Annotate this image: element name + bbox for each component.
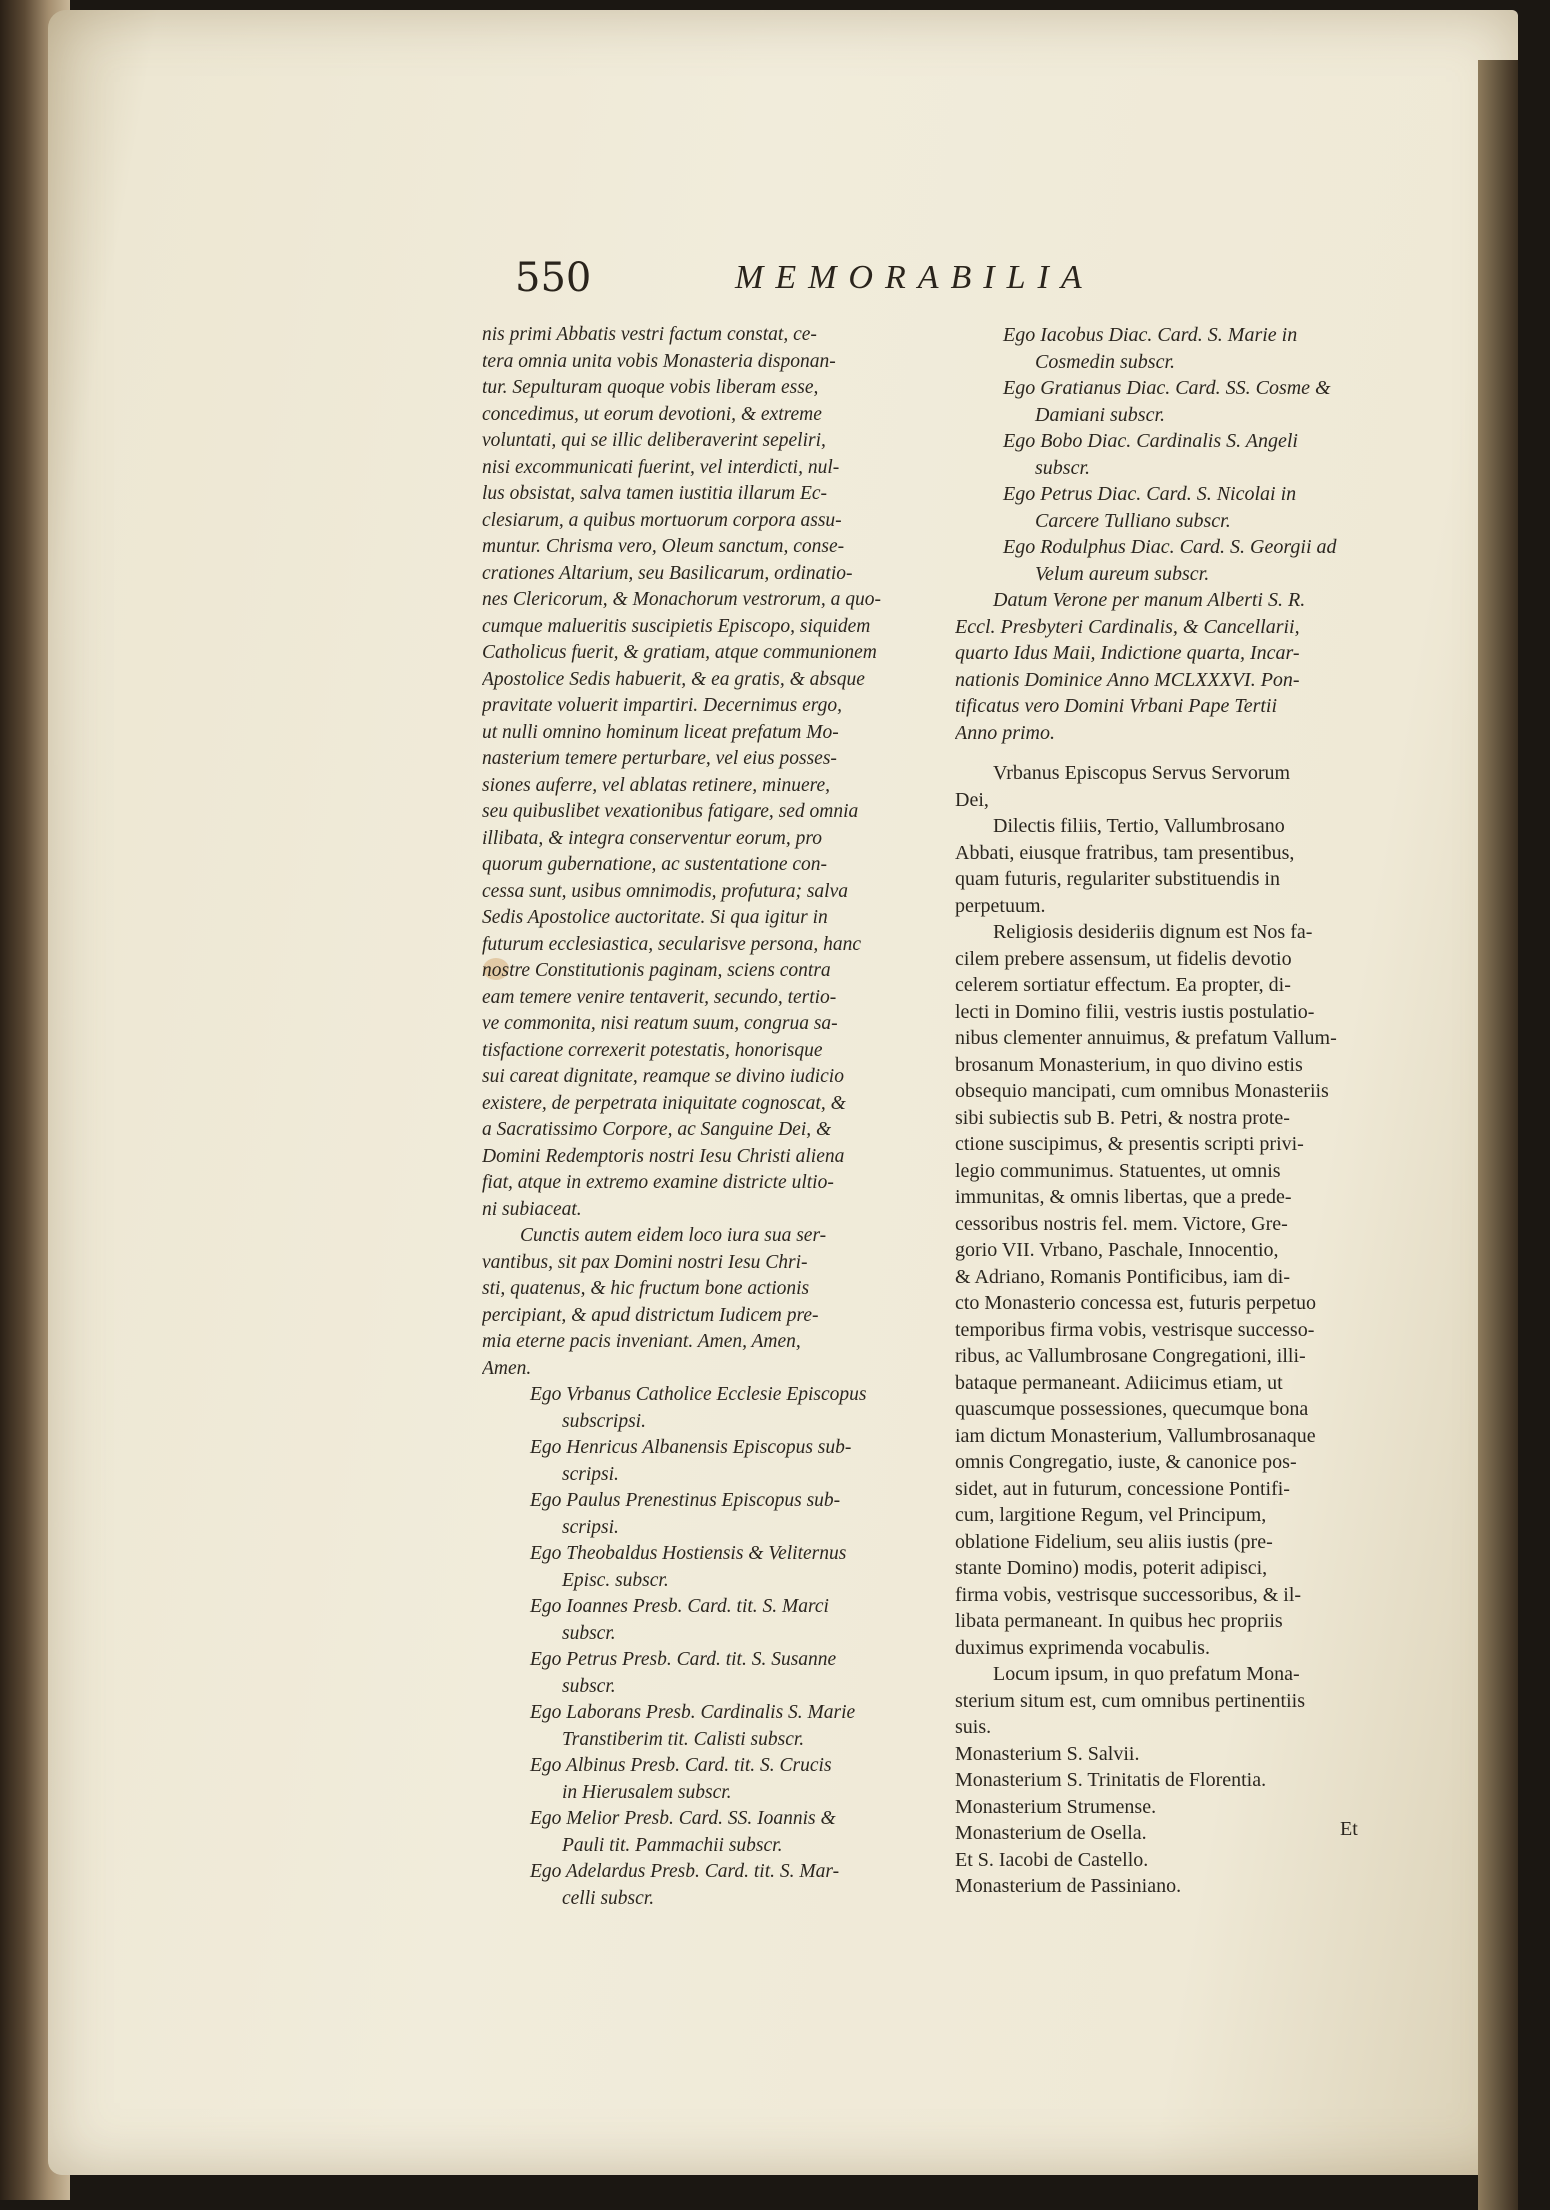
body-line: duximus exprimenda vocabulis. (955, 1636, 1210, 1659)
body-line: cum, largitione Regum, vel Principum, (955, 1504, 1267, 1526)
subscription-line: Episc. subscr. (562, 1569, 669, 1591)
subscription-line: in Hierusalem subscr. (562, 1781, 732, 1803)
right-subscriptions (955, 322, 1395, 746)
subscription-line: subscripsi. (562, 1410, 646, 1432)
datum-line: nationis Dominice Anno MCLXXXVI. Pon- (955, 668, 1300, 691)
text-line: mia eterne pacis inveniant. Amen, Amen, (482, 1331, 801, 1352)
subscription-line: Ego Laborans Presb. Cardinalis S. Marie (530, 1702, 856, 1723)
body-line: quam futuris, regulariter substituendis in (955, 868, 1280, 890)
text-line: percipiant, & apud districtum Iudicem pre- (482, 1304, 819, 1326)
subscription-line: Cosmedin subscr. (1035, 350, 1176, 373)
subscription-line: Ego Ioannes Presb. Card. tit. S. Marci (530, 1596, 829, 1617)
body-line: Religiosis desideriis dignum est Nos fa- (993, 921, 1313, 943)
left-column (482, 322, 922, 1912)
subscription-line: Ego Petrus Diac. Card. S. Nicolai in (1003, 483, 1297, 505)
text-line: nostre Constitutionis paginam, sciens contra (482, 960, 831, 981)
body-line: cessoribus nostris fel. mem. Victore, Gre- (955, 1212, 1288, 1235)
body-line: bataque permaneant. Adiicimus etiam, ut (955, 1371, 1283, 1394)
body-line: obsequio mancipati, cum omnibus Monasteriis (955, 1080, 1329, 1102)
subscription-line: scripsi. (562, 1516, 619, 1538)
list-item: Monasterium S. Salvii. (955, 1742, 1140, 1765)
body-line: perpetuum. (955, 894, 1046, 917)
subscription-line: subscr. (1035, 456, 1091, 479)
subscription-line: Carcere Tulliano subscr. (1035, 509, 1231, 532)
text-line: Amen. (482, 1357, 532, 1379)
subscription-line: Ego Rodulphus Diac. Card. S. Georgii ad (1003, 536, 1337, 558)
body-line: omnis Congregatio, iuste, & canonice pos- (955, 1451, 1297, 1473)
text-line: cessa sunt, usibus omnimodis, profutura; salva (482, 880, 848, 902)
text-line: siones auferre, vel ablatas retinere, minuere, (482, 774, 831, 796)
subscription-line: celli subscr. (562, 1887, 655, 1909)
body-line: suis. (955, 1716, 992, 1738)
list-item: Monasterium Strumense. (955, 1795, 1157, 1818)
text-line: lus obsistat, salva tamen iustitia illarum Ec- (482, 483, 828, 504)
text-line: a Sacratissimo Corpore, ac Sanguine Dei, & (482, 1119, 832, 1140)
text-line: ut nulli omnino hominum liceat prefatum Mo- (482, 721, 839, 743)
body-line: ctione suscipimus, & presentis scripti privi- (955, 1133, 1304, 1155)
datum-line: quarto Idus Maii, Indictione quarta, Incar- (955, 642, 1300, 664)
body-line: Vrbanus Episcopus Servus Servorum (993, 762, 1291, 784)
text-line: Sedis Apostolice auctoritate. Si qua igitur in (482, 907, 828, 928)
body-line: sterium situm est, cum omnibus pertinentiis (955, 1689, 1305, 1712)
body-line: lecti in Domino filii, vestris iustis postulatio- (955, 1000, 1315, 1023)
text-line: vantibus, sit pax Domini nostri Iesu Chri- (482, 1251, 808, 1273)
subscription-line: Ego Henricus Albanensis Episcopus sub- (530, 1437, 852, 1458)
subscription-line: Ego Vrbanus Catholice Ecclesie Episcopus (530, 1384, 867, 1405)
text-line: futurum ecclesiastica, secularisve persona, hanc (482, 933, 862, 955)
body-line: oblatione Fidelium, seu aliis iustis (pre- (955, 1530, 1273, 1553)
subscription-line: Damiani subscr. (1035, 403, 1166, 426)
body-line: gorio VII. Vrbano, Paschale, Innocentio, (955, 1239, 1279, 1261)
body-line: iam dictum Monasterium, Vallumbrosanaque (955, 1424, 1316, 1447)
text-line: eam temere venire tentaverit, secundo, tertio- (482, 986, 837, 1008)
subscription-line: Ego Gratianus Diac. Card. SS. Cosme & (1003, 377, 1331, 399)
text-line: pravitate voluerit impartiri. Decernimus ergo, (482, 695, 842, 716)
page-header (515, 255, 1140, 315)
subscription-line: scripsi. (562, 1463, 619, 1485)
body-line: Abbati, eiusque fratribus, tam presentibus, (955, 841, 1295, 864)
page-number: 550 (515, 255, 592, 301)
text-line: Domini Redemptoris nostri Iesu Christi aliena (482, 1145, 845, 1167)
subscription-line: Velum aureum subscr. (1035, 562, 1210, 585)
body-line: stante Domino) modis, poterit adipisci, (955, 1557, 1268, 1579)
body-line: cto Monasterio concessa est, futuris perpetuo (955, 1292, 1317, 1314)
text-line: seu quibuslibet vexationibus fatigare, sed omnia (482, 801, 859, 822)
text-line: tur. Sepulturam quoque vobis liberam esse, (482, 377, 819, 398)
body-line: firma vobis, vestrisque successoribus, & il- (955, 1583, 1302, 1606)
text-line: Cunctis autem eidem loco iura sua ser- (520, 1225, 827, 1246)
body-line: sibi subiectis sub B. Petri, & nostra prote- (955, 1106, 1290, 1129)
text-line: muntur. Chrisma vero, Oleum sanctum, conse- (482, 536, 845, 557)
text-line: Catholicus fuerit, & gratiam, atque communionem (482, 642, 877, 663)
body-line: Dei, (955, 788, 989, 811)
list-item: Monasterium de Osella. (955, 1822, 1147, 1844)
body-line: quascumque possessiones, quecumque bona (955, 1398, 1309, 1420)
body-line: immunitas, & omnis libertas, que a prede- (955, 1186, 1292, 1208)
list-item: Monasterium S. Trinitatis de Florentia. (955, 1769, 1267, 1791)
text-line: concedimus, ut eorum devotioni, & extreme (482, 403, 822, 425)
text-line: ni subiaceat. (482, 1198, 582, 1220)
text-line: ve commonita, nisi reatum suum, congrua sa- (482, 1013, 838, 1034)
body-line: legio communimus. Statuentes, ut omnis (955, 1159, 1281, 1182)
subscription-line: Ego Adelardus Presb. Card. tit. S. Mar- (530, 1861, 840, 1882)
datum-line: Anno primo. (955, 721, 1055, 744)
text-line: fiat, atque in extremo examine districte ultio- (482, 1172, 834, 1193)
running-title: MEMORABILIA (735, 259, 1094, 296)
text-line: tisfactione correxerit potestatis, honorisque (482, 1039, 823, 1061)
subscription-line: Ego Iacobus Diac. Card. S. Marie in (1003, 324, 1298, 346)
body-line: ribus, ac Vallumbrosane Congregationi, illi- (955, 1345, 1306, 1367)
text-line: clesiarum, a quibus mortuorum corpora assu- (482, 509, 842, 531)
body-line: celerem sortiatur effectum. Ea propter, di- (955, 974, 1291, 996)
subscription-line: Ego Theobaldus Hostiensis & Veliternus (530, 1543, 847, 1564)
text-line: nisi excommunicati fuerint, vel interdicti, nul- (482, 456, 840, 478)
subscription-line: Pauli tit. Pammachii subscr. (562, 1834, 783, 1856)
next-page-edge (1478, 60, 1518, 2210)
datum-line: tificatus vero Domini Vrbani Pape Tertii (955, 695, 1278, 717)
body-line: Locum ipsum, in quo prefatum Mona- (993, 1663, 1300, 1685)
text-line: nasterium temere perturbare, vel eius posses- (482, 748, 837, 769)
subscription-line: Transtiberim tit. Calisti subscr. (562, 1728, 805, 1750)
subscription-line: Ego Paulus Prenestinus Episcopus sub- (530, 1490, 841, 1511)
text-line: sti, quatenus, & hic fructum bone actionis (482, 1278, 810, 1299)
section-gap (955, 746, 1395, 760)
subscription-line: Ego Petrus Presb. Card. tit. S. Susanne (530, 1649, 837, 1670)
subscription-line: subscr. (562, 1622, 616, 1644)
body-line: cilem prebere assensum, ut fidelis devotio (955, 947, 1292, 970)
text-line: Apostolice Sedis habuerit, & ea gratis, & absque (482, 668, 865, 690)
subscription-line: subscr. (562, 1675, 616, 1697)
right-column (955, 322, 1395, 1900)
body-line: libata permaneant. In quibus hec propriis (955, 1610, 1283, 1632)
body-line: brosanum Monasterium, in quo divino estis (955, 1053, 1303, 1076)
body-line: temporibus firma vobis, vestrisque successo- (955, 1318, 1315, 1341)
subscription-line: Ego Albinus Presb. Card. tit. S. Crucis (530, 1755, 832, 1776)
catchword: Et (1340, 1818, 1358, 1840)
body-line: sidet, aut in futurum, concessione Pontifi- (955, 1477, 1290, 1500)
text-line: sui careat dignitate, reamque se divino iudicio (482, 1066, 844, 1087)
text-line: existere, de perpetrata iniquitate cognoscat, & (482, 1092, 846, 1114)
list-item: Monasterium de Passiniano. (955, 1875, 1182, 1897)
datum-line: Datum Verone per manum Alberti S. R. (993, 589, 1306, 611)
subscription-line: Ego Bobo Diac. Cardinalis S. Angeli (1003, 430, 1298, 452)
datum-line: Eccl. Presbyteri Cardinalis, & Cancellarii, (955, 615, 1300, 638)
text-line: cumque malueritis suscipietis Episcopo, siquidem (482, 615, 871, 637)
body-line: & Adriano, Romanis Pontificibus, iam di- (955, 1265, 1290, 1288)
list-item: Et S. Iacobi de Castello. (955, 1848, 1149, 1871)
subscription-line: Ego Melior Presb. Card. SS. Ioannis & (530, 1808, 836, 1829)
body-line: nibus clementer annuimus, & prefatum Vallum- (955, 1027, 1337, 1049)
text-line: nes Clericorum, & Monachorum vestrorum, a quo- (482, 589, 881, 610)
monastery-list (955, 1741, 1395, 1900)
text-line: illibata, & integra conserventur eorum, pro (482, 827, 822, 849)
text-line: nis primi Abbatis vestri factum constat, ce- (482, 324, 817, 345)
text-line: quorum gubernatione, ac sustentatione con- (482, 854, 827, 875)
text-line: tera omnia unita vobis Monasteria disponan- (482, 350, 836, 372)
right-body (955, 760, 1395, 1741)
text-line: voluntati, qui se illic deliberaverint sepeliri, (482, 430, 826, 451)
text-line: crationes Altarium, seu Basilicarum, ordinatio- (482, 562, 853, 584)
body-line: Dilectis filiis, Tertio, Vallumbrosano (993, 815, 1285, 837)
